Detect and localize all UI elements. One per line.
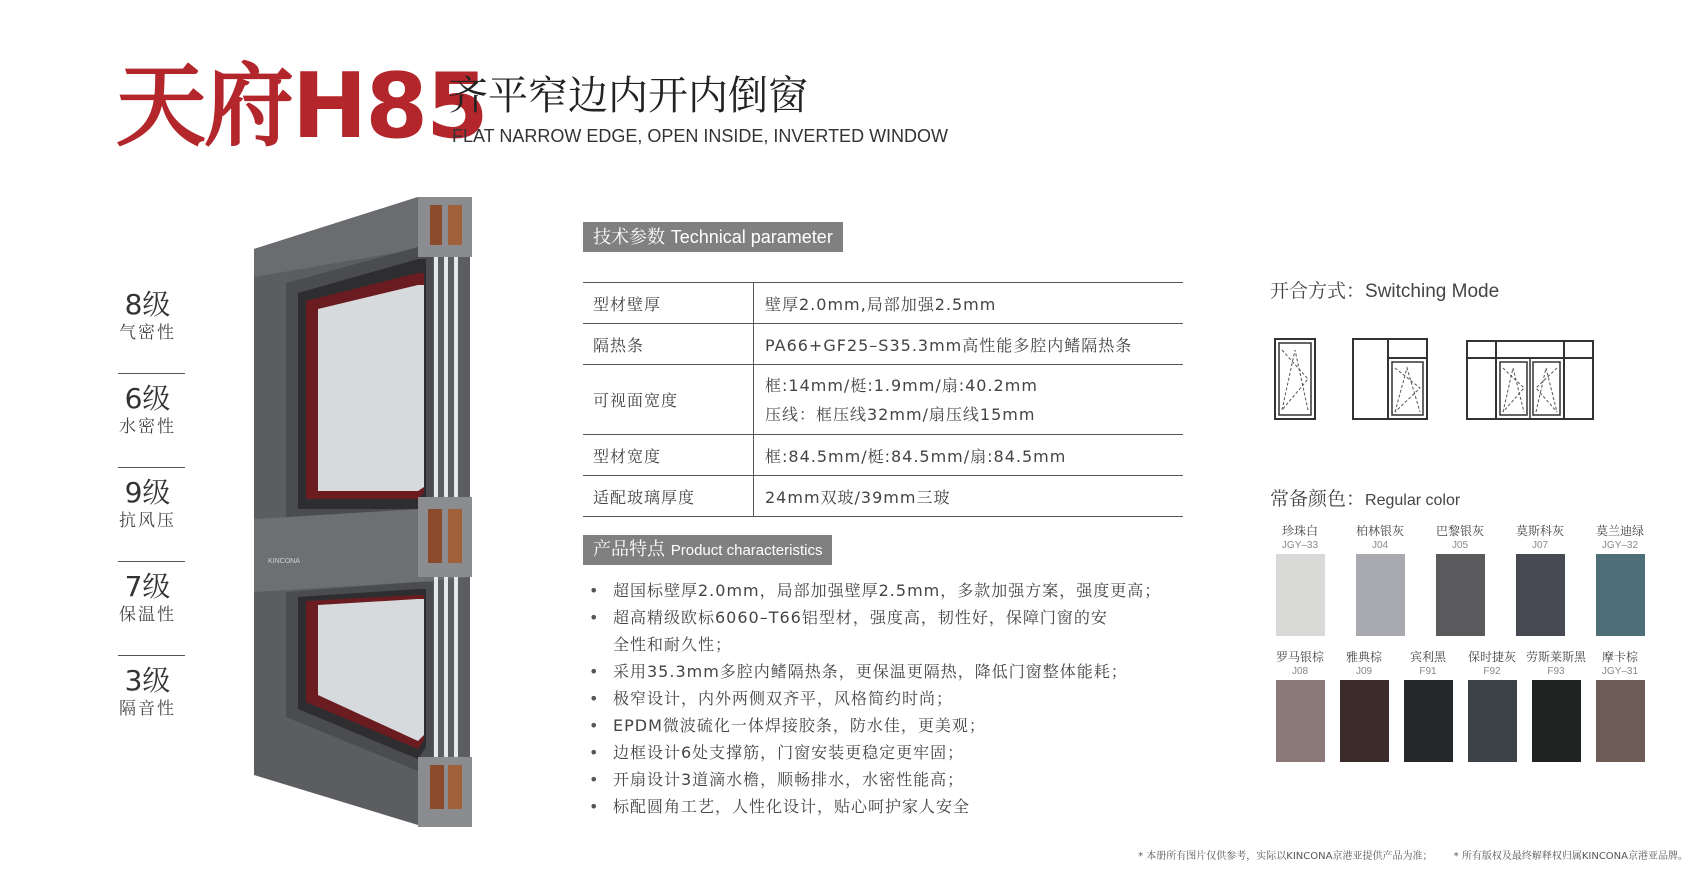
param-value: PA66+GF25–S35.3mm高性能多腔内鳍隔热条 (754, 324, 1184, 365)
header-cn: 技术参数 (593, 227, 665, 248)
header-cn: 产品特点 (593, 539, 665, 560)
color-name: 保时捷灰 (1467, 650, 1516, 664)
color-swatch-item (1340, 524, 1420, 636)
param-key: 型材壁厚 (583, 283, 754, 324)
param-key: 隔热条 (583, 324, 754, 365)
color-swatch (1468, 680, 1517, 762)
product-subtitle-en: FLAT NARROW EDGE, OPEN INSIDE, INVERTED WINDOW (452, 126, 949, 146)
list-item: • 标配圆角工艺，人性化设计，贴心呵护家人安全 (586, 793, 1226, 820)
param-value-line: 框:14mm/梃:1.9mm/扇:40.2mm (765, 375, 1038, 395)
color-swatch (1596, 554, 1645, 636)
color-name: 柏林银灰 (1355, 524, 1404, 538)
header-en: Product characteristics (670, 542, 823, 559)
list-item: • 极窄设计，内外两侧双齐平，风格简约时尚； (586, 685, 1226, 712)
color-swatch (1516, 554, 1565, 636)
label-cn: 常备颜色： (1270, 488, 1366, 510)
color-swatch-item (1580, 524, 1660, 636)
list-item: • 超国标壁厚2.0mm，局部加强壁厚2.5mm，多款加强方案，强度更高； (586, 577, 1226, 604)
color-name: 摩卡棕 (1601, 650, 1638, 664)
param-value: 壁厚2.0mm,局部加强2.5mm (754, 283, 1184, 324)
color-swatch (1596, 680, 1645, 762)
color-name: 劳斯莱斯黑 (1525, 650, 1586, 664)
list-item: • 边框设计6处支撑筋，门窗安装更稳定更牢固； (586, 739, 1226, 766)
color-swatch (1340, 680, 1389, 762)
color-code: F91 (1419, 666, 1437, 677)
rating-name: 保温性 (119, 605, 176, 625)
color-code: J07 (1531, 540, 1549, 551)
color-code: F93 (1547, 666, 1565, 677)
param-value: 框:84.5mm/梃:84.5mm/扇:84.5mm (754, 435, 1184, 476)
color-code: J05 (1451, 540, 1469, 551)
color-name: 莫斯科灰 (1515, 524, 1564, 538)
color-swatch (1276, 680, 1325, 762)
color-code: J04 (1371, 540, 1389, 551)
footer-note: * 本册所有图片仅供参考，实际以KINCONA京港亚提供产品为准； (1138, 851, 1433, 862)
color-name: 莫兰迪绿 (1595, 524, 1644, 538)
rating-name: 气密性 (119, 323, 176, 343)
rating-name: 抗风压 (119, 511, 176, 531)
color-swatch (1356, 554, 1405, 636)
color-name: 巴黎银灰 (1435, 524, 1484, 538)
rating-level: 6级 (124, 382, 171, 415)
list-item: • 开扇设计3道滴水檐，顺畅排水，水密性能高； (586, 766, 1226, 793)
label-en: Switching Mode (1365, 281, 1500, 302)
color-code: F92 (1483, 666, 1501, 677)
list-item: • 采用35.3mm多腔内鳍隔热条，更保温更隔热，降低门窗整体能耗； (586, 658, 1226, 685)
color-name: 珍珠白 (1281, 524, 1318, 538)
param-key: 可视面宽度 (583, 365, 754, 435)
list-item: • 超高精级欧标6060–T66铝型材，强度高，韧性好，保障门窗的安 (586, 604, 1226, 631)
footer-disclaimer (1120, 847, 1688, 862)
product-subtitle-cn: 齐平窄边内开内倒窗 (448, 73, 808, 119)
rating-level: 8级 (124, 288, 171, 321)
color-code: JGY–33 (1281, 540, 1319, 551)
list-item: 全性和耐久性； (613, 635, 733, 654)
param-value-line: 压线：框压线32mm/扇压线15mm (765, 404, 1036, 424)
rating-level: 7级 (124, 570, 171, 603)
color-name: 雅典棕 (1345, 650, 1382, 664)
label-en: Regular color (1365, 492, 1461, 509)
color-swatch (1532, 680, 1581, 762)
color-swatch (1404, 680, 1453, 762)
label-cn: 开合方式： (1270, 280, 1366, 302)
param-value: 24mm双玻/39mm三玻 (754, 476, 1184, 517)
color-swatch-item (1420, 524, 1500, 636)
rating-level: 3级 (124, 664, 171, 697)
param-key: 适配玻璃厚度 (583, 476, 754, 517)
color-swatch-item (1500, 524, 1580, 636)
color-swatch (1436, 554, 1485, 636)
color-swatch-item (1580, 650, 1660, 762)
footer-note: * 所有版权及最终解释权归属KINCONA京港亚品牌。 (1453, 851, 1688, 862)
rating-name: 水密性 (119, 417, 176, 437)
header-en: Technical parameter (670, 227, 833, 247)
brand-mark: KINCONA (268, 558, 300, 565)
rating-level: 9级 (124, 476, 171, 509)
color-code: JGY–31 (1601, 666, 1639, 677)
color-swatch (1276, 554, 1325, 636)
color-swatch-item (1260, 524, 1340, 636)
color-code: J09 (1355, 666, 1373, 677)
color-code: JGY–32 (1601, 540, 1639, 551)
product-title: 天府H85 (116, 54, 487, 159)
color-name: 宾利黑 (1409, 650, 1446, 664)
color-name: 罗马银棕 (1275, 650, 1324, 664)
rating-name: 隔音性 (119, 699, 176, 719)
color-code: J08 (1291, 666, 1309, 677)
param-key: 型材宽度 (583, 435, 754, 476)
list-item: • EPDM微波硫化一体焊接胶条，防水佳，更美观； (586, 712, 1226, 739)
